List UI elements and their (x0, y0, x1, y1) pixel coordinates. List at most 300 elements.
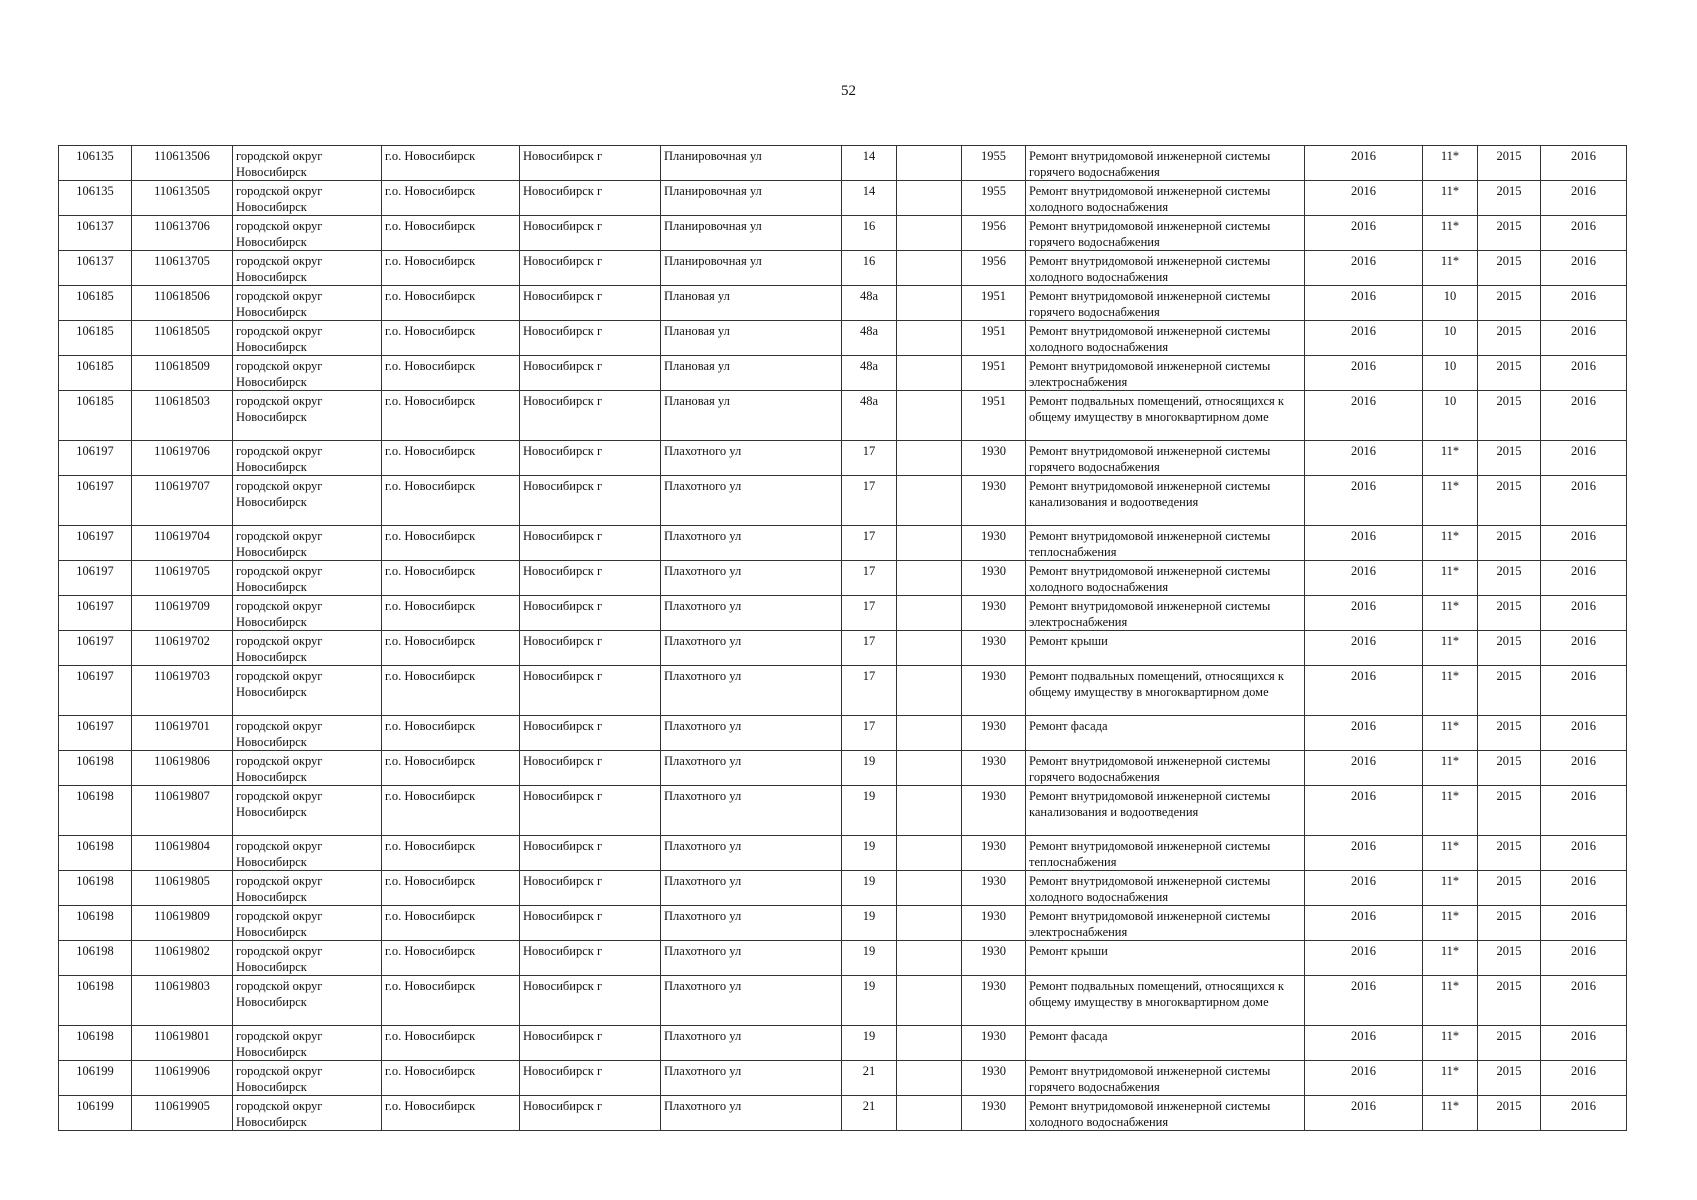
cell-plan-year: 2016 (1305, 321, 1423, 356)
cell-street: Плахотного ул (661, 561, 842, 596)
cell-municipality: городской округ Новосибирск (233, 251, 382, 286)
cell-settlement: г.о. Новосибирск (382, 146, 520, 181)
cell-end-year: 2016 (1541, 976, 1627, 1026)
cell-work-id: 110613506 (132, 146, 233, 181)
cell-house-id: 106198 (59, 906, 132, 941)
cell-building (897, 526, 962, 561)
cell-municipality: городской округ Новосибирск (233, 476, 382, 526)
cell-house-number: 21 (842, 1061, 897, 1096)
cell-house-id: 106185 (59, 391, 132, 441)
table-row (59, 906, 1627, 941)
cell-house-number: 19 (842, 906, 897, 941)
cell-start-year: 2015 (1478, 786, 1541, 836)
cell-start-year: 2015 (1478, 476, 1541, 526)
cell-house-number: 16 (842, 251, 897, 286)
cell-house-number: 14 (842, 146, 897, 181)
cell-plan-year: 2016 (1305, 906, 1423, 941)
cell-end-year: 2016 (1541, 716, 1627, 751)
cell-settlement: г.о. Новосибирск (382, 1061, 520, 1096)
cell-start-year: 2015 (1478, 526, 1541, 561)
cell-settlement: г.о. Новосибирск (382, 596, 520, 631)
cell-work-id: 110619807 (132, 786, 233, 836)
cell-house-id: 106135 (59, 181, 132, 216)
cell-building (897, 716, 962, 751)
cell-settlement: г.о. Новосибирск (382, 476, 520, 526)
cell-building (897, 146, 962, 181)
cell-work-id: 110619707 (132, 476, 233, 526)
cell-start-year: 2015 (1478, 631, 1541, 666)
cell-street: Плахотного ул (661, 906, 842, 941)
cell-end-year: 2016 (1541, 1026, 1627, 1061)
cell-settlement: г.о. Новосибирск (382, 356, 520, 391)
cell-end-year: 2016 (1541, 181, 1627, 216)
cell-end-year: 2016 (1541, 391, 1627, 441)
cell-work-type: Ремонт внутридомовой инженерной системы холодного водоснабжения (1026, 321, 1305, 356)
cell-house-id: 106197 (59, 441, 132, 476)
cell-building (897, 441, 962, 476)
cell-building (897, 181, 962, 216)
cell-plan-year: 2016 (1305, 786, 1423, 836)
cell-street: Плахотного ул (661, 526, 842, 561)
cell-city: Новосибирск г (520, 941, 661, 976)
cell-priority: 11* (1423, 1061, 1478, 1096)
cell-work-id: 110613706 (132, 216, 233, 251)
cell-house-id: 106197 (59, 526, 132, 561)
cell-plan-year: 2016 (1305, 1061, 1423, 1096)
cell-settlement: г.о. Новосибирск (382, 526, 520, 561)
cell-street: Плахотного ул (661, 871, 842, 906)
cell-work-id: 110619805 (132, 871, 233, 906)
cell-start-year: 2015 (1478, 666, 1541, 716)
cell-house-number: 16 (842, 216, 897, 251)
table-row (59, 631, 1627, 666)
cell-house-number: 19 (842, 1026, 897, 1061)
table-row (59, 786, 1627, 836)
cell-priority: 10 (1423, 391, 1478, 441)
cell-city: Новосибирск г (520, 1026, 661, 1061)
cell-work-type: Ремонт внутридомовой инженерной системы канализования и водоотведения (1026, 786, 1305, 836)
cell-work-type: Ремонт подвальных помещений, относящихся к общему имуществу в многоквартирном доме (1026, 666, 1305, 716)
cell-work-type: Ремонт внутридомовой инженерной системы электроснабжения (1026, 596, 1305, 631)
cell-end-year: 2016 (1541, 941, 1627, 976)
cell-building (897, 751, 962, 786)
page-number: 52 (841, 83, 856, 99)
cell-year-built: 1930 (962, 631, 1026, 666)
cell-plan-year: 2016 (1305, 751, 1423, 786)
cell-work-type: Ремонт внутридомовой инженерной системы холодного водоснабжения (1026, 561, 1305, 596)
cell-house-id: 106185 (59, 286, 132, 321)
cell-year-built: 1930 (962, 476, 1026, 526)
cell-end-year: 2016 (1541, 1061, 1627, 1096)
table-row (59, 146, 1627, 181)
cell-house-id: 106137 (59, 251, 132, 286)
cell-settlement: г.о. Новосибирск (382, 561, 520, 596)
table-row (59, 441, 1627, 476)
cell-priority: 11* (1423, 441, 1478, 476)
cell-work-type: Ремонт крыши (1026, 941, 1305, 976)
cell-municipality: городской округ Новосибирск (233, 391, 382, 441)
cell-building (897, 941, 962, 976)
cell-house-number: 48а (842, 286, 897, 321)
cell-priority: 10 (1423, 321, 1478, 356)
cell-city: Новосибирск г (520, 716, 661, 751)
cell-city: Новосибирск г (520, 631, 661, 666)
cell-house-number: 17 (842, 596, 897, 631)
cell-street: Плахотного ул (661, 1061, 842, 1096)
cell-settlement: г.о. Новосибирск (382, 441, 520, 476)
cell-street: Плахотного ул (661, 631, 842, 666)
cell-end-year: 2016 (1541, 286, 1627, 321)
cell-municipality: городской округ Новосибирск (233, 1026, 382, 1061)
cell-priority: 11* (1423, 476, 1478, 526)
cell-year-built: 1930 (962, 836, 1026, 871)
cell-priority: 11* (1423, 751, 1478, 786)
cell-municipality: городской округ Новосибирск (233, 146, 382, 181)
cell-street: Плахотного ул (661, 836, 842, 871)
cell-work-id: 110613705 (132, 251, 233, 286)
cell-work-type: Ремонт фасада (1026, 1026, 1305, 1061)
cell-building (897, 1096, 962, 1131)
cell-municipality: городской округ Новосибирск (233, 716, 382, 751)
cell-house-id: 106185 (59, 321, 132, 356)
cell-plan-year: 2016 (1305, 356, 1423, 391)
cell-work-id: 110619709 (132, 596, 233, 631)
cell-building (897, 561, 962, 596)
cell-end-year: 2016 (1541, 596, 1627, 631)
cell-year-built: 1930 (962, 786, 1026, 836)
cell-street: Плахотного ул (661, 441, 842, 476)
cell-house-id: 106198 (59, 751, 132, 786)
cell-municipality: городской округ Новосибирск (233, 286, 382, 321)
cell-year-built: 1951 (962, 286, 1026, 321)
cell-street: Плановая ул (661, 391, 842, 441)
table-row (59, 561, 1627, 596)
table-row (59, 286, 1627, 321)
cell-house-id: 106197 (59, 716, 132, 751)
cell-building (897, 476, 962, 526)
cell-end-year: 2016 (1541, 906, 1627, 941)
cell-building (897, 786, 962, 836)
cell-start-year: 2015 (1478, 561, 1541, 596)
cell-year-built: 1930 (962, 906, 1026, 941)
cell-work-id: 110619801 (132, 1026, 233, 1061)
cell-city: Новосибирск г (520, 356, 661, 391)
cell-work-id: 110619706 (132, 441, 233, 476)
cell-work-type: Ремонт внутридомовой инженерной системы теплоснабжения (1026, 526, 1305, 561)
cell-priority: 11* (1423, 716, 1478, 751)
cell-priority: 11* (1423, 251, 1478, 286)
cell-street: Плахотного ул (661, 941, 842, 976)
cell-building (897, 631, 962, 666)
cell-municipality: городской округ Новосибирск (233, 181, 382, 216)
cell-work-id: 110619702 (132, 631, 233, 666)
cell-house-id: 106197 (59, 666, 132, 716)
cell-work-id: 110613505 (132, 181, 233, 216)
cell-year-built: 1951 (962, 356, 1026, 391)
cell-settlement: г.о. Новосибирск (382, 976, 520, 1026)
cell-settlement: г.о. Новосибирск (382, 321, 520, 356)
cell-settlement: г.о. Новосибирск (382, 836, 520, 871)
cell-street: Планировочная ул (661, 251, 842, 286)
cell-house-number: 19 (842, 786, 897, 836)
cell-city: Новосибирск г (520, 871, 661, 906)
cell-house-id: 106197 (59, 561, 132, 596)
cell-city: Новосибирск г (520, 476, 661, 526)
cell-priority: 11* (1423, 786, 1478, 836)
table-row (59, 751, 1627, 786)
cell-settlement: г.о. Новосибирск (382, 716, 520, 751)
cell-start-year: 2015 (1478, 976, 1541, 1026)
cell-house-id: 106185 (59, 356, 132, 391)
cell-work-id: 110618503 (132, 391, 233, 441)
cell-work-id: 110619905 (132, 1096, 233, 1131)
cell-street: Планировочная ул (661, 146, 842, 181)
table-row (59, 476, 1627, 526)
cell-plan-year: 2016 (1305, 391, 1423, 441)
cell-year-built: 1930 (962, 1026, 1026, 1061)
cell-work-type: Ремонт внутридомовой инженерной системы канализования и водоотведения (1026, 476, 1305, 526)
cell-start-year: 2015 (1478, 1061, 1541, 1096)
cell-priority: 11* (1423, 216, 1478, 251)
cell-work-id: 110618506 (132, 286, 233, 321)
cell-building (897, 976, 962, 1026)
cell-plan-year: 2016 (1305, 146, 1423, 181)
cell-work-id: 110619704 (132, 526, 233, 561)
cell-municipality: городской округ Новосибирск (233, 441, 382, 476)
cell-house-id: 106135 (59, 146, 132, 181)
cell-settlement: г.о. Новосибирск (382, 391, 520, 441)
table-row (59, 251, 1627, 286)
cell-year-built: 1930 (962, 941, 1026, 976)
cell-plan-year: 2016 (1305, 216, 1423, 251)
cell-year-built: 1956 (962, 216, 1026, 251)
cell-street: Плахотного ул (661, 1096, 842, 1131)
cell-house-id: 106199 (59, 1096, 132, 1131)
cell-start-year: 2015 (1478, 356, 1541, 391)
cell-settlement: г.о. Новосибирск (382, 286, 520, 321)
cell-municipality: городской округ Новосибирск (233, 631, 382, 666)
cell-work-type: Ремонт внутридомовой инженерной системы холодного водоснабжения (1026, 871, 1305, 906)
cell-building (897, 836, 962, 871)
cell-street: Плахотного ул (661, 596, 842, 631)
cell-city: Новосибирск г (520, 596, 661, 631)
cell-building (897, 356, 962, 391)
cell-plan-year: 2016 (1305, 631, 1423, 666)
cell-start-year: 2015 (1478, 1026, 1541, 1061)
cell-priority: 11* (1423, 181, 1478, 216)
cell-municipality: городской округ Новосибирск (233, 836, 382, 871)
cell-municipality: городской округ Новосибирск (233, 526, 382, 561)
cell-house-number: 17 (842, 716, 897, 751)
cell-plan-year: 2016 (1305, 871, 1423, 906)
cell-house-number: 17 (842, 561, 897, 596)
cell-priority: 10 (1423, 356, 1478, 391)
cell-work-type: Ремонт внутридомовой инженерной системы электроснабжения (1026, 906, 1305, 941)
table-row (59, 181, 1627, 216)
table-row (59, 941, 1627, 976)
cell-priority: 11* (1423, 631, 1478, 666)
cell-city: Новосибирск г (520, 441, 661, 476)
cell-work-type: Ремонт внутридомовой инженерной системы холодного водоснабжения (1026, 251, 1305, 286)
cell-street: Плахотного ул (661, 976, 842, 1026)
cell-house-number: 48а (842, 356, 897, 391)
cell-year-built: 1955 (962, 181, 1026, 216)
cell-city: Новосибирск г (520, 786, 661, 836)
cell-municipality: городской округ Новосибирск (233, 786, 382, 836)
cell-city: Новосибирск г (520, 181, 661, 216)
cell-city: Новосибирск г (520, 836, 661, 871)
cell-building (897, 1026, 962, 1061)
cell-work-id: 110618509 (132, 356, 233, 391)
cell-end-year: 2016 (1541, 871, 1627, 906)
table-row (59, 836, 1627, 871)
registry-table (58, 145, 1627, 1131)
registry-body (59, 146, 1627, 1131)
cell-house-id: 106199 (59, 1061, 132, 1096)
cell-municipality: городской округ Новосибирск (233, 751, 382, 786)
cell-work-id: 110619802 (132, 941, 233, 976)
cell-plan-year: 2016 (1305, 286, 1423, 321)
cell-start-year: 2015 (1478, 216, 1541, 251)
cell-end-year: 2016 (1541, 526, 1627, 561)
cell-start-year: 2015 (1478, 321, 1541, 356)
cell-street: Плановая ул (661, 321, 842, 356)
cell-street: Плахотного ул (661, 786, 842, 836)
cell-year-built: 1930 (962, 1061, 1026, 1096)
cell-year-built: 1955 (962, 146, 1026, 181)
cell-house-number: 17 (842, 526, 897, 561)
cell-house-number: 14 (842, 181, 897, 216)
cell-municipality: городской округ Новосибирск (233, 941, 382, 976)
cell-house-id: 106198 (59, 786, 132, 836)
cell-municipality: городской округ Новосибирск (233, 906, 382, 941)
cell-end-year: 2016 (1541, 476, 1627, 526)
cell-priority: 11* (1423, 836, 1478, 871)
cell-street: Плахотного ул (661, 476, 842, 526)
cell-plan-year: 2016 (1305, 476, 1423, 526)
cell-start-year: 2015 (1478, 146, 1541, 181)
cell-priority: 11* (1423, 526, 1478, 561)
cell-work-type: Ремонт крыши (1026, 631, 1305, 666)
table-row (59, 1096, 1627, 1131)
cell-end-year: 2016 (1541, 251, 1627, 286)
cell-house-number: 17 (842, 476, 897, 526)
cell-city: Новосибирск г (520, 561, 661, 596)
cell-building (897, 906, 962, 941)
cell-house-number: 19 (842, 836, 897, 871)
cell-city: Новосибирск г (520, 526, 661, 561)
cell-year-built: 1930 (962, 441, 1026, 476)
cell-plan-year: 2016 (1305, 251, 1423, 286)
cell-plan-year: 2016 (1305, 976, 1423, 1026)
cell-settlement: г.о. Новосибирск (382, 751, 520, 786)
cell-year-built: 1930 (962, 716, 1026, 751)
cell-year-built: 1930 (962, 1096, 1026, 1131)
cell-work-id: 110619804 (132, 836, 233, 871)
cell-plan-year: 2016 (1305, 666, 1423, 716)
cell-start-year: 2015 (1478, 251, 1541, 286)
cell-building (897, 286, 962, 321)
cell-city: Новосибирск г (520, 251, 661, 286)
cell-work-id: 110619809 (132, 906, 233, 941)
cell-year-built: 1951 (962, 321, 1026, 356)
cell-work-type: Ремонт внутридомовой инженерной системы горячего водоснабжения (1026, 751, 1305, 786)
cell-start-year: 2015 (1478, 906, 1541, 941)
cell-priority: 11* (1423, 871, 1478, 906)
table-row (59, 321, 1627, 356)
cell-plan-year: 2016 (1305, 836, 1423, 871)
cell-priority: 11* (1423, 146, 1478, 181)
cell-priority: 11* (1423, 976, 1478, 1026)
cell-settlement: г.о. Новосибирск (382, 906, 520, 941)
cell-year-built: 1930 (962, 666, 1026, 716)
table-row (59, 871, 1627, 906)
cell-work-type: Ремонт внутридомовой инженерной системы горячего водоснабжения (1026, 286, 1305, 321)
cell-end-year: 2016 (1541, 321, 1627, 356)
cell-settlement: г.о. Новосибирск (382, 216, 520, 251)
cell-work-id: 110619705 (132, 561, 233, 596)
cell-start-year: 2015 (1478, 596, 1541, 631)
cell-end-year: 2016 (1541, 631, 1627, 666)
cell-end-year: 2016 (1541, 786, 1627, 836)
cell-work-id: 110619806 (132, 751, 233, 786)
table-row (59, 526, 1627, 561)
cell-year-built: 1956 (962, 251, 1026, 286)
cell-city: Новосибирск г (520, 751, 661, 786)
cell-work-type: Ремонт внутридомовой инженерной системы электроснабжения (1026, 356, 1305, 391)
cell-work-type: Ремонт подвальных помещений, относящихся к общему имуществу в многоквартирном доме (1026, 976, 1305, 1026)
cell-city: Новосибирск г (520, 391, 661, 441)
cell-work-id: 110619803 (132, 976, 233, 1026)
cell-work-type: Ремонт внутридомовой инженерной системы теплоснабжения (1026, 836, 1305, 871)
cell-year-built: 1930 (962, 561, 1026, 596)
cell-house-number: 48а (842, 321, 897, 356)
cell-work-type: Ремонт внутридомовой инженерной системы горячего водоснабжения (1026, 216, 1305, 251)
cell-building (897, 666, 962, 716)
cell-city: Новосибирск г (520, 1061, 661, 1096)
cell-city: Новосибирск г (520, 906, 661, 941)
cell-work-id: 110618505 (132, 321, 233, 356)
cell-street: Планировочная ул (661, 181, 842, 216)
cell-house-id: 106197 (59, 631, 132, 666)
cell-end-year: 2016 (1541, 1096, 1627, 1131)
cell-house-id: 106198 (59, 836, 132, 871)
cell-building (897, 871, 962, 906)
cell-city: Новосибирск г (520, 321, 661, 356)
cell-building (897, 1061, 962, 1096)
cell-house-number: 19 (842, 941, 897, 976)
cell-start-year: 2015 (1478, 441, 1541, 476)
cell-plan-year: 2016 (1305, 596, 1423, 631)
cell-settlement: г.о. Новосибирск (382, 786, 520, 836)
cell-plan-year: 2016 (1305, 1026, 1423, 1061)
cell-municipality: городской округ Новосибирск (233, 596, 382, 631)
cell-house-id: 106197 (59, 596, 132, 631)
cell-building (897, 251, 962, 286)
cell-house-number: 19 (842, 751, 897, 786)
cell-year-built: 1930 (962, 751, 1026, 786)
cell-municipality: городской округ Новосибирск (233, 561, 382, 596)
cell-start-year: 2015 (1478, 941, 1541, 976)
cell-building (897, 596, 962, 631)
cell-year-built: 1951 (962, 391, 1026, 441)
table-row (59, 391, 1627, 441)
cell-city: Новосибирск г (520, 216, 661, 251)
cell-work-type: Ремонт внутридомовой инженерной системы холодного водоснабжения (1026, 1096, 1305, 1131)
cell-street: Плановая ул (661, 356, 842, 391)
cell-priority: 11* (1423, 941, 1478, 976)
cell-municipality: городской округ Новосибирск (233, 1061, 382, 1096)
